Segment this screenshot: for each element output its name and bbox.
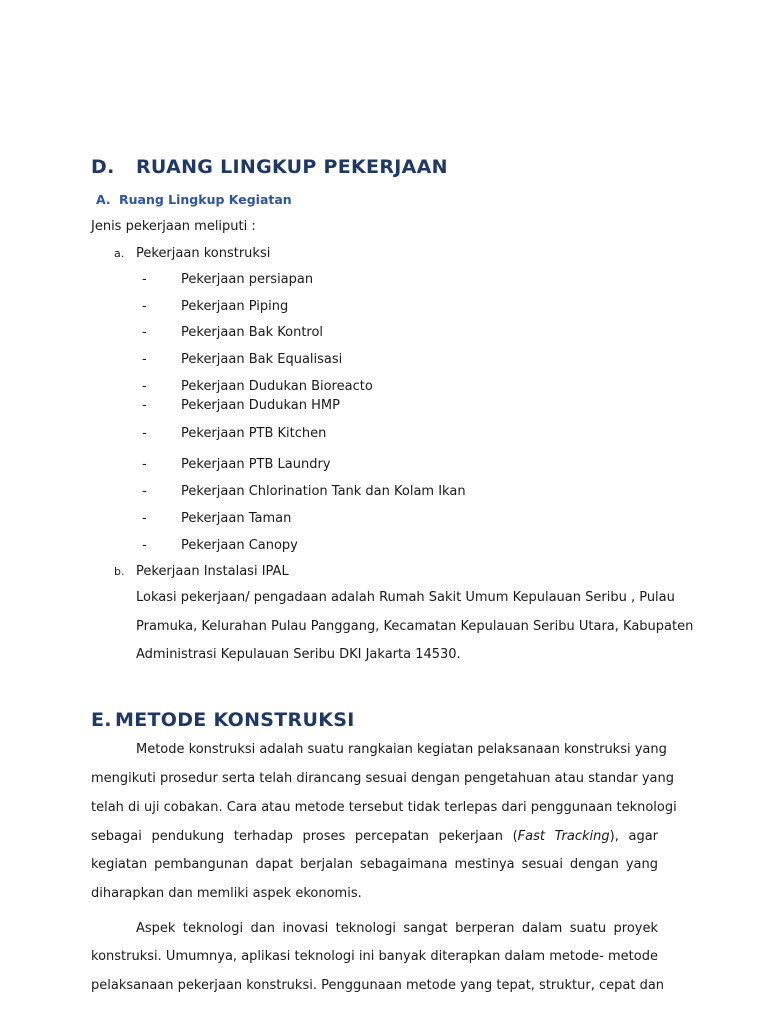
section-d-number: D. bbox=[91, 156, 115, 178]
list-item-label: Pekerjaan Canopy bbox=[181, 538, 298, 553]
list-marker-b: b. bbox=[114, 565, 125, 578]
dash-bullet: - bbox=[142, 299, 147, 314]
subsection-a-title: Ruang Lingkup Kegiatan bbox=[119, 192, 292, 207]
line-text: sebagai pendukung terhadap proses percepatan pekerjaan ( bbox=[91, 829, 518, 844]
paragraph-line: telah di uji cobakan. Cara atau metode tersebut tidak terlepas dari penggunaan teknologi bbox=[91, 800, 677, 815]
paragraph-line: Metode konstruksi adalah suatu rangkaian kegiatan pelaksanaan konstruksi yang bbox=[136, 742, 667, 757]
paragraph-line: mengikuti prosedur serta telah dirancang sesuai dengan pengetahuan atau standar yang bbox=[91, 771, 675, 786]
dash-bullet: - bbox=[142, 538, 147, 553]
italic-term: Fast Tracking bbox=[517, 829, 610, 844]
list-item-label: Pekerjaan PTB Kitchen bbox=[181, 426, 327, 441]
dash-bullet: - bbox=[142, 511, 147, 526]
paragraph-line: pelaksanaan pekerjaan konstruksi. Penggunaan metode yang tepat, struktur, cepat dan bbox=[91, 978, 665, 993]
list-item-label: Pekerjaan Taman bbox=[181, 511, 292, 526]
section-d-title: RUANG LINGKUP PEKERJAAN bbox=[136, 156, 448, 178]
list-item-a: Pekerjaan konstruksi bbox=[136, 246, 271, 261]
section-e-number: E. bbox=[91, 709, 112, 731]
paragraph-line: diharapkan dan memliki aspek ekonomis. bbox=[91, 886, 362, 901]
paragraph-line: konstruksi. Umumnya, aplikasi teknologi ini banyak diterapkan dalam metode- metode bbox=[91, 949, 658, 964]
location-line: Lokasi pekerjaan/ pengadaan adalah Rumah Sakit Umum Kepulauan Seribu , Pulau bbox=[136, 590, 675, 605]
list-item-label: Pekerjaan PTB Laundry bbox=[181, 457, 331, 472]
paragraph-line: kegiatan pembangunan dapat berjalan sebagaimana mestinya sesuai dengan yang bbox=[91, 857, 658, 872]
dash-bullet: - bbox=[142, 272, 147, 287]
dash-bullet: - bbox=[142, 398, 147, 413]
line-text: ), agar bbox=[609, 829, 659, 844]
section-e-title: METODE KONSTRUKSI bbox=[115, 709, 355, 731]
list-item-label: Pekerjaan Dudukan HMP bbox=[181, 398, 340, 413]
dash-bullet: - bbox=[142, 325, 147, 340]
dash-bullet: - bbox=[142, 484, 147, 499]
intro-text: Jenis pekerjaan meliputi : bbox=[91, 219, 256, 234]
list-marker-a: a. bbox=[114, 247, 125, 260]
dash-bullet: - bbox=[142, 352, 147, 367]
list-item-label: Pekerjaan Chlorination Tank dan Kolam Ikan bbox=[181, 484, 466, 499]
subsection-a-number: A. bbox=[96, 192, 111, 207]
dash-bullet: - bbox=[142, 379, 147, 394]
list-item-label: Pekerjaan Dudukan Bioreacto bbox=[181, 379, 373, 394]
list-item-label: Pekerjaan Bak Equalisasi bbox=[181, 352, 343, 367]
dash-bullet: - bbox=[142, 457, 147, 472]
list-item-label: Pekerjaan persiapan bbox=[181, 272, 314, 287]
list-item-label: Pekerjaan Bak Kontrol bbox=[181, 325, 324, 340]
list-item-b: Pekerjaan Instalasi IPAL bbox=[136, 564, 289, 579]
paragraph-line: Aspek teknologi dan inovasi teknologi sangat berperan dalam suatu proyek bbox=[136, 921, 658, 936]
list-item-label: Pekerjaan Piping bbox=[181, 299, 289, 314]
dash-bullet: - bbox=[142, 426, 147, 441]
paragraph-line bbox=[91, 829, 658, 844]
location-line: Pramuka, Kelurahan Pulau Panggang, Kecamatan Kepulauan Seribu Utara, Kabupaten bbox=[136, 619, 694, 634]
location-line: Administrasi Kepulauan Seribu DKI Jakarta 14530. bbox=[136, 647, 461, 662]
